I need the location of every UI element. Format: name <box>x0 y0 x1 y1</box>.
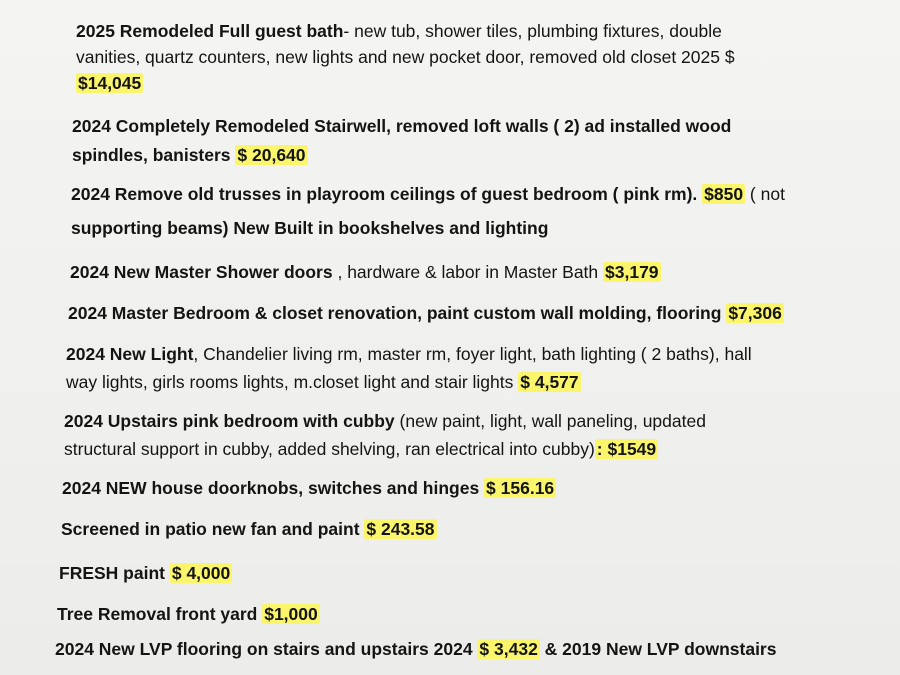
cost-highlight: $ 156.16 <box>486 478 555 498</box>
cost-highlight: $ 243.58 <box>366 519 435 539</box>
item-text: ( not <box>745 184 785 204</box>
item-heading: 2024 Completely Remodeled Stairwell, removed loft walls ( 2) ad installed wood <box>72 116 732 136</box>
list-item <box>70 259 661 285</box>
cost-highlight: $14,045 <box>78 73 142 93</box>
cost-highlight: $7,306 <box>728 303 782 323</box>
item-heading: 2024 Remove old trusses in playroom ceilings of guest bedroom ( pink rm). <box>71 184 703 204</box>
item-heading: 2025 Remodeled Full guest bath <box>76 21 344 41</box>
item-heading: & 2019 New LVP downstairs <box>539 639 777 659</box>
list-item <box>68 300 784 326</box>
cropped-top-line <box>140 0 760 6</box>
cost-highlight: $ 20,640 <box>237 145 306 165</box>
item-heading: FRESH paint <box>59 563 170 583</box>
item-heading: Tree Removal front yard <box>57 604 263 624</box>
cost-highlight: $850 <box>704 184 744 204</box>
item-text: structural support in cubby, added shelving, ran electrical into cubby) <box>64 439 595 459</box>
item-heading: Screened in patio new fan and paint <box>61 519 365 539</box>
item-text: - new tub, shower tiles, plumbing fixtures, double <box>343 21 722 41</box>
cost-highlight: $3,179 <box>605 262 659 282</box>
cost-highlight: : $1549 <box>596 439 657 459</box>
cost-highlight: $1,000 <box>264 604 318 624</box>
item-text: (new paint, light, wall paneling, updated <box>394 411 706 431</box>
item-heading: 2024 New Master Shower doors <box>70 262 333 282</box>
item-text: vanities, quartz counters, new lights and new pocket door, removed old closet 2025 $ <box>76 47 735 67</box>
list-item <box>57 601 320 627</box>
cost-highlight: $ 4,577 <box>520 372 579 392</box>
item-heading: 2024 NEW house doorknobs, switches and hinges <box>62 478 485 498</box>
item-text: way lights, girls rooms lights, m.closet light and stair lights <box>66 372 519 392</box>
item-text: , hardware & labor in Master Bath <box>332 262 604 282</box>
list-item <box>76 18 735 96</box>
list-item <box>72 112 731 170</box>
list-item <box>64 407 706 463</box>
list-item <box>59 560 232 586</box>
list-item <box>62 475 556 501</box>
item-heading: 2024 Master Bedroom & closet renovation, paint custom wall molding, flooring <box>68 303 727 323</box>
list-item <box>61 516 437 542</box>
item-heading: supporting beams) New Built in bookshelves and lighting <box>71 218 549 238</box>
list-item <box>55 636 776 662</box>
cost-highlight: $ 4,000 <box>171 563 231 583</box>
list-item <box>66 340 752 396</box>
item-text: , Chandelier living rm, master rm, foyer light, bath lighting ( 2 baths), hall <box>193 344 752 364</box>
cost-highlight: $ 3,432 <box>479 639 538 659</box>
item-heading: spindles, banisters <box>72 145 236 165</box>
item-heading: 2024 New LVP flooring on stairs and upstairs 2024 <box>55 639 478 659</box>
list-item <box>71 177 785 245</box>
item-heading: 2024 Upstairs pink bedroom with cubby <box>64 411 395 431</box>
item-heading: 2024 New Light <box>66 344 194 364</box>
